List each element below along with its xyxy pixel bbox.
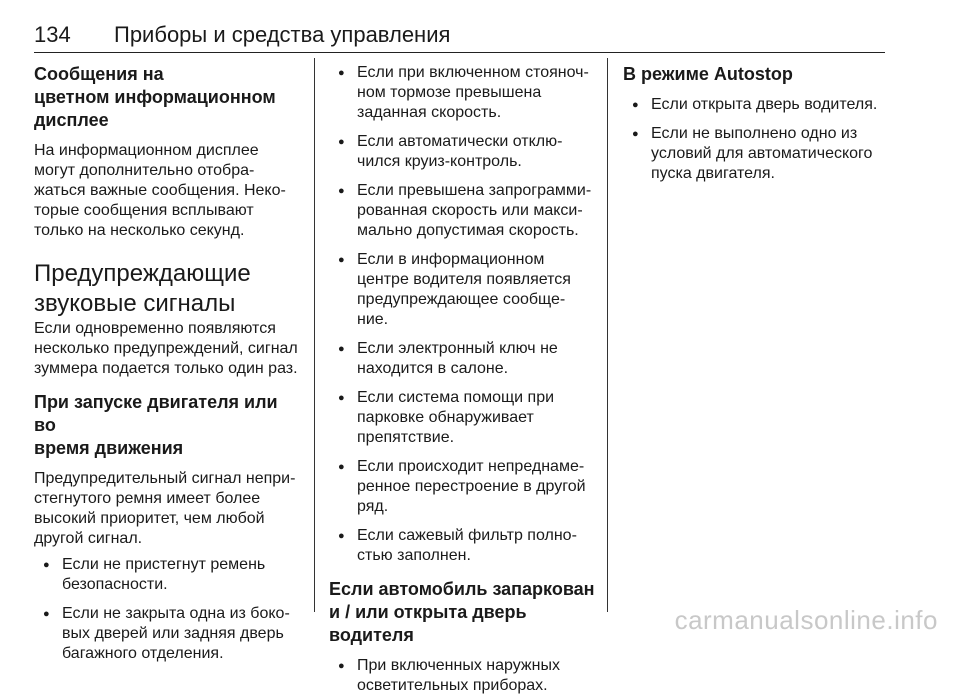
- paragraph-engine-start: Предупредительный сигнал непри‐ стегнутого ремня имеет более высокий приоритет, чем любой другой сигнал.: [34, 470, 296, 547]
- list-item: ● Если автоматически отклю‐ чился круиз-контроль.: [329, 132, 597, 172]
- list-item: ● Если электронный ключ не находится в салоне.: [329, 339, 597, 379]
- list-item: ● Если сажевый фильтр полно‐ стью заполнен.: [329, 526, 597, 566]
- bullet-list: [623, 95, 891, 184]
- list-item: ● При включенных наружных осветительных приборах.: [329, 656, 597, 696]
- column-middle: [329, 63, 597, 696]
- section-heading-parked: Если автомобиль запаркован и / или открыта дверь водителя: [329, 579, 595, 645]
- bullet-list: [34, 555, 302, 664]
- bullet-list: [329, 656, 597, 696]
- list-item: ● Если система помощи при парковке обнаруживает препятствие.: [329, 388, 597, 448]
- paragraph-warning-sounds: Если одновременно появляются несколько предупреждений, сигнал зуммера подается только один раз.: [34, 320, 298, 377]
- list-item: ● Если превышена запрограмми‐ рованная скорость или макси‐ мально допустимая скорость.: [329, 181, 597, 241]
- paragraph-messages: На информационном дисплее могут дополнительно отобра‐ жаться важные сообщения. Неко‐ торые сообщения всплывают только на несколько секунд.: [34, 142, 286, 239]
- list-item: ● Если открыта дверь водителя.: [623, 95, 891, 115]
- section-heading-autostop: В режиме Autostop: [623, 64, 793, 84]
- section-heading-warning-sounds: Предупреждающие звуковые сигналы: [34, 260, 251, 317]
- column-divider: [314, 58, 315, 612]
- list-item: ● Если в информационном центре водителя появляется предупреждающее сообще‐ ние.: [329, 250, 597, 330]
- list-item: ● Если не выполнено одно из условий для автоматического пуска двигателя.: [623, 124, 891, 184]
- page-number: 134: [34, 22, 71, 47]
- column-divider: [607, 58, 608, 612]
- list-item: ● Если не закрыта одна из боко‐ вых дверей или задняя дверь багажного отделения.: [34, 604, 302, 664]
- section-heading-engine-start: При запуске двигателя или во время движения: [34, 392, 278, 458]
- list-item: ● Если не пристегнут ремень безопасности.: [34, 555, 302, 595]
- column-left: [34, 63, 302, 664]
- page-title: Приборы и средства управления: [114, 22, 451, 47]
- bullet-list: [329, 63, 597, 566]
- list-item: ● Если происходит непреднаме‐ ренное перестроение в другой ряд.: [329, 457, 597, 517]
- list-item: ● Если при включенном стояноч‐ ном тормозе превышена заданная скорость.: [329, 63, 597, 123]
- column-right: [623, 63, 891, 184]
- section-heading-messages: Сообщения на цветном информационном дисплее: [34, 64, 276, 130]
- page-header: [34, 22, 885, 53]
- watermark: carmanualsonline.info: [674, 605, 938, 635]
